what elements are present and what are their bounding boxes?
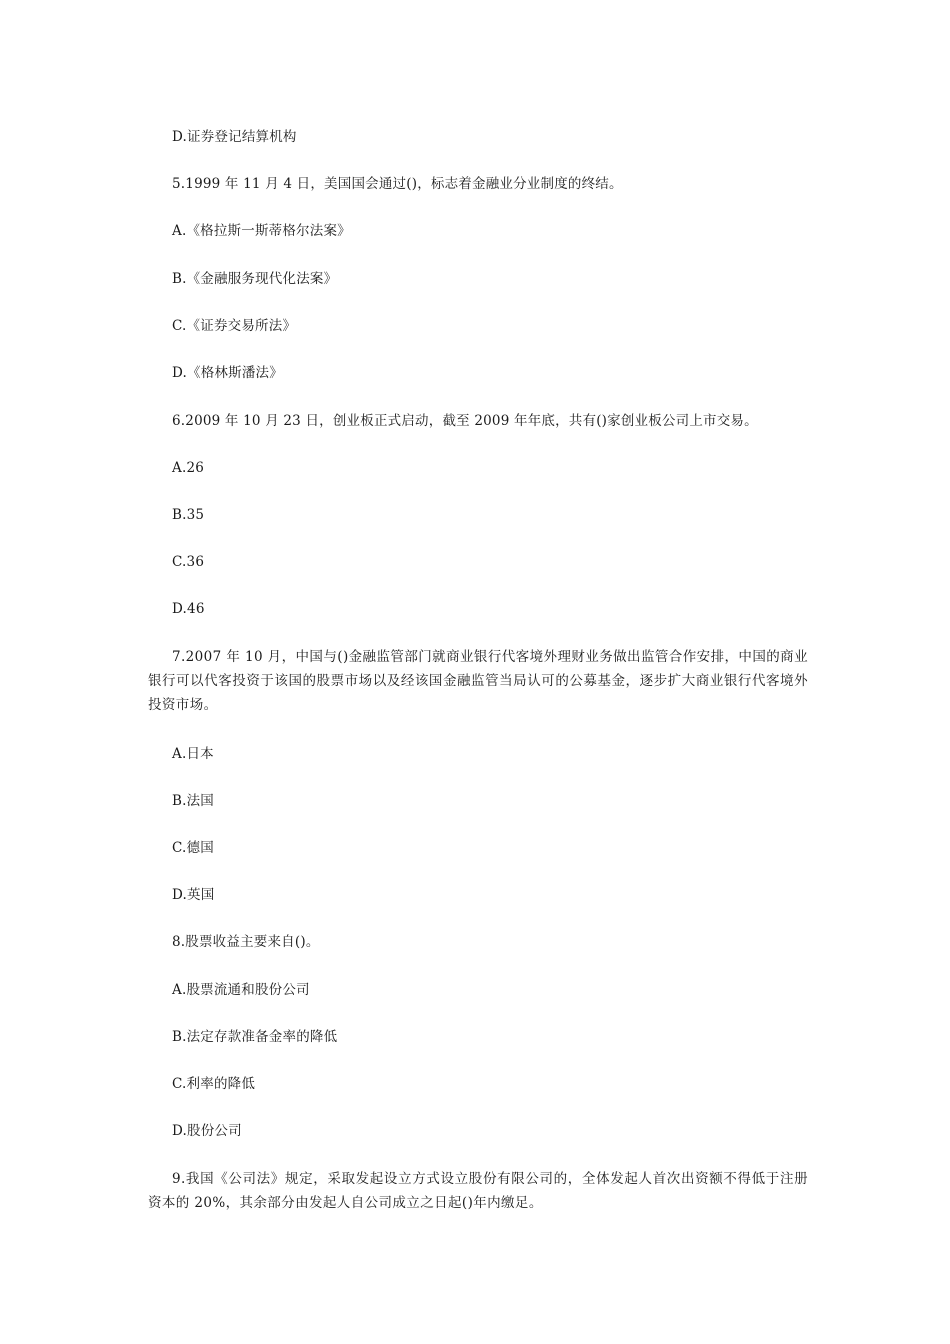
option-5d: D.《格林斯潘法》 bbox=[172, 365, 283, 381]
option-6c: C.36 bbox=[172, 554, 205, 570]
option-6b: B.35 bbox=[172, 507, 205, 523]
option-7c: C.德国 bbox=[172, 840, 214, 856]
option-8c: C.利率的降低 bbox=[172, 1076, 256, 1092]
option-8a: A.股票流通和股份公司 bbox=[172, 982, 310, 998]
question-5: 5.1999 年 11 月 4 日，美国国会通过()，标志着金融业分业制度的终结。 bbox=[172, 176, 623, 192]
question-8: 8.股票收益主要来自()。 bbox=[172, 934, 320, 950]
option-6a: A.26 bbox=[172, 460, 205, 476]
option-7b: B.法国 bbox=[172, 793, 215, 809]
option-5b: B.《金融服务现代化法案》 bbox=[172, 271, 338, 287]
option-6d: D.46 bbox=[172, 601, 205, 617]
option-8b: B.法定存款准备金率的降低 bbox=[172, 1029, 338, 1045]
option-4d: D.证券登记结算机构 bbox=[172, 129, 297, 145]
question-6: 6.2009 年 10 月 23 日，创业板正式启动，截至 2009 年年底，共有()家创业板公司上市交易。 bbox=[172, 413, 758, 429]
option-7d: D.英国 bbox=[172, 887, 215, 903]
question-9: 9.我国《公司法》规定，采取发起设立方式设立股份有限公司的，全体发起人首次出资额不得低于注册资本的 20%，其余部分由发起人自公司成立之日起()年内缴足。 bbox=[148, 1171, 808, 1211]
option-8d: D.股份公司 bbox=[172, 1123, 242, 1139]
question-7: 7.2007 年 10 月，中国与()金融监管部门就商业银行代客境外理财业务做出监管合作安排，中国的商业银行可以代客投资于该国的股票市场以及经该国金融监管当局认可的公募基金，逐步扩大商业银行代客境外投资市场。 bbox=[148, 649, 808, 713]
option-7a: A.日本 bbox=[172, 746, 214, 762]
option-5c: C.《证券交易所法》 bbox=[172, 318, 297, 334]
option-5a: A.《格拉斯一斯蒂格尔法案》 bbox=[172, 223, 351, 239]
